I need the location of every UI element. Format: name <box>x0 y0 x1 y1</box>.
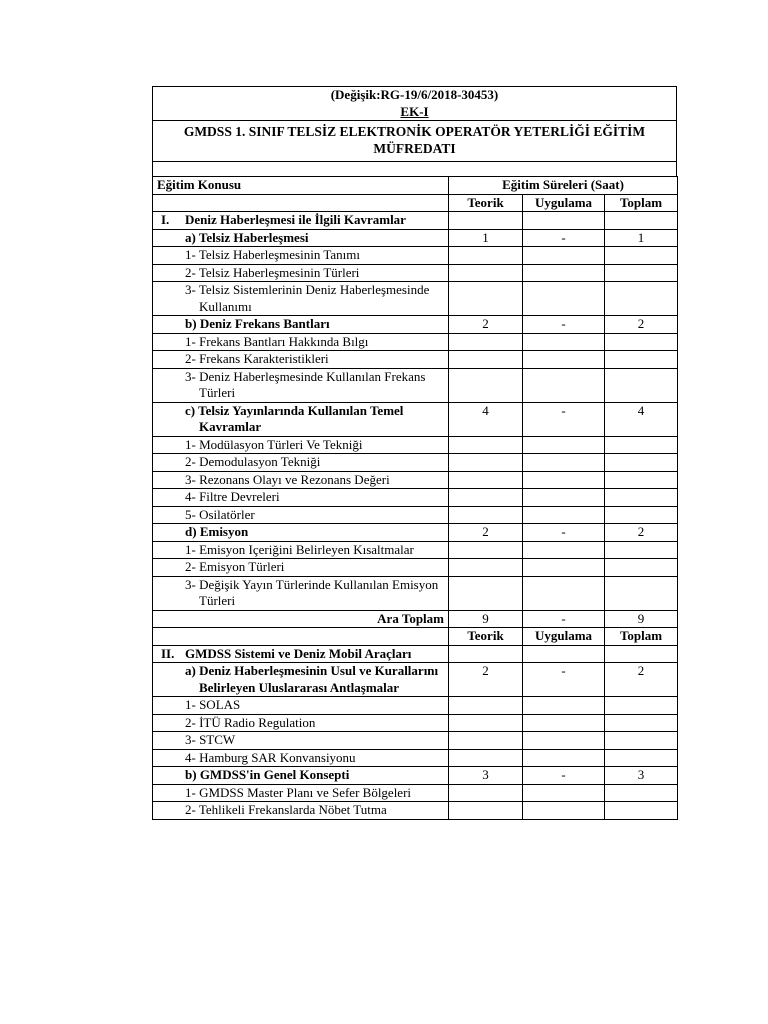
group-label: b) <box>185 316 197 331</box>
list-item: 2- İTÜ Radio Regulation <box>153 714 678 732</box>
group-row <box>153 663 678 697</box>
theory-value: 3 <box>449 767 523 785</box>
list-item: 1- Emisyon Içeriğini Belirleyen Kısaltmalar <box>153 541 678 559</box>
header-table <box>152 86 677 177</box>
list-item: 1- Telsiz Haberleşmesinin Tanımı <box>153 247 678 265</box>
col-durations-header: Eğitim Süreleri (Saat) <box>449 177 678 195</box>
total-value: 2 <box>605 316 678 334</box>
document-page <box>152 86 677 820</box>
list-item: 2- Demodulasyon Tekniği <box>153 454 678 472</box>
subtotal-theory: 9 <box>449 610 523 628</box>
group-label: d) <box>185 524 197 539</box>
annex-label: EK-I <box>400 103 429 119</box>
list-item: 1- Modülasyon Türleri Ve Tekniği <box>153 436 678 454</box>
total-value: 1 <box>605 229 678 247</box>
group-row <box>153 229 678 247</box>
practice-header: Uygulama <box>523 194 605 212</box>
list-item: 3- Değişik Yayın Türlerinde Kullanılan Emisyon Türleri <box>153 576 678 610</box>
total-value: 3 <box>605 767 678 785</box>
sub-header-row <box>153 628 678 646</box>
list-item: 2- Frekans Karakteristikleri <box>153 351 678 369</box>
total-value: 4 <box>605 402 678 436</box>
list-item: 1- SOLAS <box>153 697 678 715</box>
col-topic-header: Eğitim Konusu <box>153 177 449 195</box>
group-row <box>153 316 678 334</box>
total-header: Toplam <box>605 628 678 646</box>
sub-header-row <box>153 194 678 212</box>
practice-value: - <box>523 767 605 785</box>
list-item: 2- Tehlikeli Frekanslarda Nöbet Tutma <box>153 802 678 820</box>
list-item: 2- Telsiz Haberleşmesinin Türleri <box>153 264 678 282</box>
empty-cell <box>153 194 449 212</box>
theory-value: 1 <box>449 229 523 247</box>
practice-value: - <box>523 402 605 436</box>
spacer-row <box>153 162 677 177</box>
list-item: 3- STCW <box>153 732 678 750</box>
theory-value: 2 <box>449 524 523 542</box>
practice-value: - <box>523 524 605 542</box>
document-title: GMDSS 1. SINIF TELSİZ ELEKTRONİK OPERATÖR YETERLİĞİ EĞİTİM MÜFREDATI <box>153 121 677 162</box>
section-label: I. <box>161 212 170 227</box>
theory-value: 2 <box>449 663 523 697</box>
group-title: Telsiz Haberleşmesi <box>198 229 309 245</box>
theory-header: Teorik <box>449 194 523 212</box>
list-item: 1- GMDSS Master Planı ve Sefer Bölgeleri <box>153 784 678 802</box>
group-row <box>153 767 678 785</box>
group-label: a) <box>185 229 196 245</box>
group-title: Emisyon <box>199 524 249 539</box>
list-item: 4- Hamburg SAR Konvansiyonu <box>153 749 678 767</box>
group-label: a) <box>185 663 196 678</box>
group-row <box>153 402 678 436</box>
subtotal-total: 9 <box>605 610 678 628</box>
total-value: 2 <box>605 524 678 542</box>
header-cell <box>153 87 677 121</box>
theory-value: 4 <box>449 402 523 436</box>
group-label: b) <box>185 767 197 782</box>
section-title: Deniz Haberleşmesi ile İlgili Kavramlar <box>185 212 406 227</box>
section-label: II. <box>161 645 175 661</box>
group-label: c) <box>185 402 196 418</box>
list-item: 3- Rezonans Olayı ve Rezonans Değeri <box>153 471 678 489</box>
list-item: 1- Frekans Bantları Hakkında Bılgı <box>153 333 678 351</box>
group-row <box>153 524 678 542</box>
curriculum-table <box>152 176 678 820</box>
total-value: 2 <box>605 663 678 697</box>
practice-header: Uygulama <box>523 628 605 646</box>
section-title: GMDSS Sistemi ve Deniz Mobil Araçları <box>185 645 412 661</box>
theory-header: Teorik <box>449 628 523 646</box>
list-item: 5- Osilatörler <box>153 506 678 524</box>
amendment-note: (Değişik:RG-19/6/2018-30453) <box>330 87 499 102</box>
practice-value: - <box>523 229 605 247</box>
group-title: Deniz Haberleşmesinin Usul ve Kurallarını Belirleyen Uluslararası Antlaşmalar <box>199 663 439 695</box>
group-title: GMDSS'in Genel Konsepti <box>199 767 350 782</box>
section-row <box>153 212 678 230</box>
group-title: Telsiz Yayınlarında Kullanılan Temel Kavramlar <box>198 402 404 434</box>
section-row <box>153 645 678 663</box>
total-header: Toplam <box>605 194 678 212</box>
list-item: 2- Emisyon Türleri <box>153 559 678 577</box>
list-item: 3- Deniz Haberleşmesinde Kullanılan Frekans Türleri <box>153 368 678 402</box>
practice-value: - <box>523 316 605 334</box>
practice-value: - <box>523 663 605 697</box>
group-title: Deniz Frekans Bantları <box>199 316 330 331</box>
empty-cell <box>153 628 449 646</box>
subtotal-row <box>153 610 678 628</box>
list-item: 4- Filtre Devreleri <box>153 489 678 507</box>
subtotal-label: Ara Toplam <box>153 610 449 628</box>
list-item: 3- Telsiz Sistemlerinin Deniz Haberleşmesinde Kullanımı <box>153 282 678 316</box>
theory-value: 2 <box>449 316 523 334</box>
subtotal-practice: - <box>523 610 605 628</box>
column-header-row <box>153 177 678 195</box>
